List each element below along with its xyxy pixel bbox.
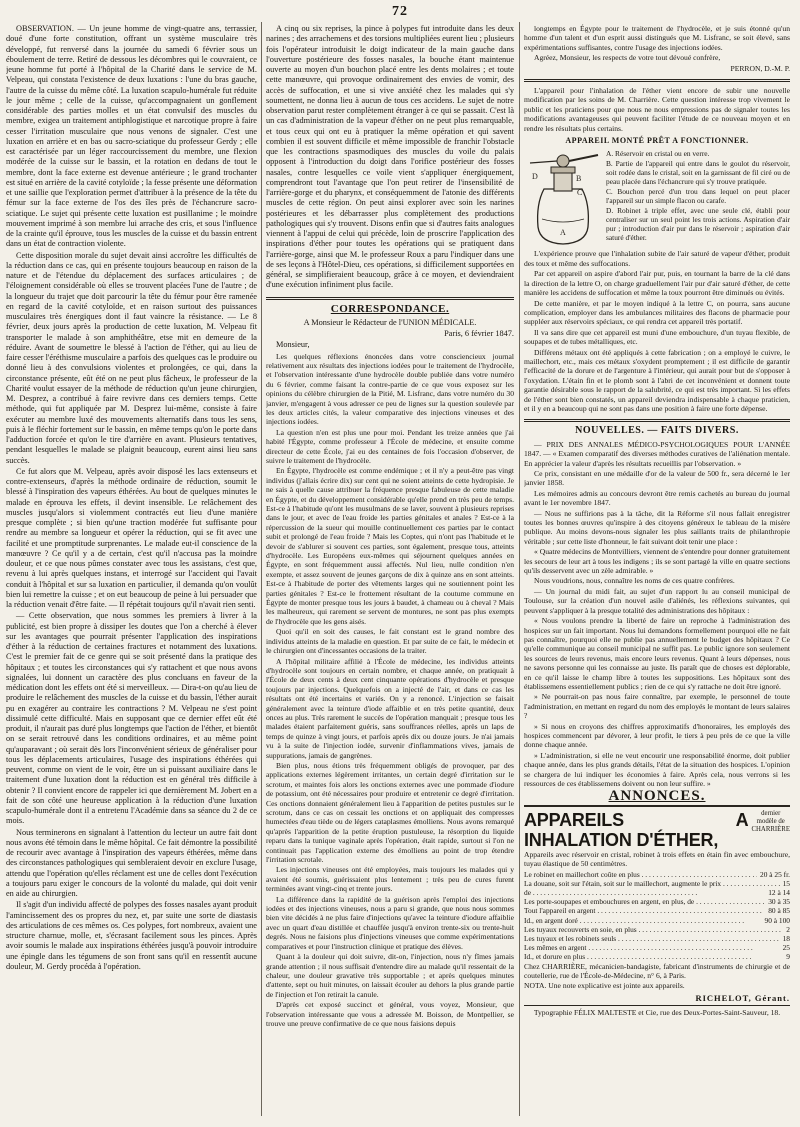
price-row <box>524 870 790 879</box>
letter-paragraph: D'après cet exposé succinct et général, vous voyez, Monsieur, que l'observation intéressante que vous a adressée M. Boisson, de Montpellier, se trouve une preuve confirmative de ce que nous faisions depuis <box>266 1000 514 1028</box>
apparatus-paragraph: Différens métaux ont été appliqués à cette fabrication ; on a employé le cuivre, le maillechort, etc., mais ces métaux s'oxydent promptement ; il est difficile de garantir l'efficacité de la dorure et de l'argenture à l'intérieur, qui aurait pour but de s'opposer à l'oxydation. L'étain fin et le plomb sont à l'abri de cet inconvénient et donnent toute garantie désirable sous le rapport de la salubrité, ce qui est très important. Si les effets de l'éther sont bien constatés, un appareil deviendra indispensable à chaque praticien, et il y en a beaucoup qui ne sont pas dans une position à faire une forte dépense. <box>524 347 790 413</box>
body-paragraph: Nous terminerons en signalant à l'attention du lecteur un autre fait dont nous avons été témoin dans le même hôpital. Ce fait démontre la possibilité de recourir avec avantage à l'inspiration des vapeurs éthérées, même dans des circonstances pathologiques qui sembleraient devoir en exclure l'usage, attendu que l'opération qu'elles réclament est une de celles dont l'exécution a toujours paru exiger le concours de la volonté du malade, qui doit venir en aide au chirurgien. <box>6 827 257 898</box>
letter-body <box>266 352 514 1029</box>
letter-salutation: Monsieur, <box>276 340 310 350</box>
price-label: Id., en argent doré . . . <box>524 916 762 925</box>
price-label: de . . . <box>524 888 765 897</box>
price-row <box>524 906 790 915</box>
news-paragraph: » Ne pourrait-on pas nous faire connaître, par exemple, le personnel de toute l'administration, en mettant en regard du nom des employés le montant de leurs salaires ? <box>524 692 790 721</box>
price-label: Tout l'appareil en argent . . . <box>524 906 765 915</box>
price-row <box>524 916 790 925</box>
printer-line: Typographie FÉLIX MALTESTE et Cie, rue des Deux-Portes-Saint-Sauveur, 18. <box>524 1005 790 1017</box>
price-label: Id., et dorure en plus . . . <box>524 952 783 961</box>
column-1 <box>6 24 257 1116</box>
svg-text:C: C <box>577 188 583 198</box>
letter-signature: PERRON, D.-M. P. <box>730 63 790 73</box>
letter-paragraph: Quoi qu'il en soit des causes, le fait constant est le grand nombre des individus atteints de la maladie en question. Et par suite de ce fait, le médecin et le chirurgien ont d'incessantes occasions de la traiter. <box>266 627 514 656</box>
price-value: 80 à 85 <box>768 906 790 916</box>
apparatus-paragraph: Il va sans dire que cet appareil est muni d'une embouchure, d'un tuyau flexible, de soupapes et de tubes métalliques, etc. <box>524 327 790 347</box>
gerant-signature: RICHELOT, Gérant. <box>695 992 790 1003</box>
apparatus-legend <box>606 149 790 247</box>
legend-item: C. Bouchon percé d'un trou dans lequel on peut placer l'appareil sur un simple flacon ou carafe. <box>606 187 790 206</box>
price-value: 25 <box>782 943 790 953</box>
body-paragraph: Cette disposition morale du sujet devait ainsi accroître les difficultés de la réduction dans ce cas, qui en présente toujours beaucoup en raison de la nature et de l'étendue du déplacement des surfaces articulaires ; de l'éloignement considérable où elles se trouvent placées l'une de l'autre ; de la longueur du trajet que doit parcourir la tête du fémur pour être ramenée en regard de la cavité cotyloïde, et en raison surtout des puissances musculaires très énergiques dont il faut vaincre la résistance. — Le 8 février, deux jours après la production de cette luxation, M. Velpeau fit transporter le malade à son amphithéâtre, etse mit en demeure de la réduire. Avant de soumettre le blessé à l'action de l'éther, qui au lieu de faire cesser l'éréthisme musculaire a parfois des quelques cas le produire ou donné lieu à des convulsions violentes et prolongées, ce qui, dans la circonstance présente, eût été on ne peut plus fâcheux, le professeur de la Charité voulut essayer de la méthode de réduction qu'un jeune chirurgien, M. Desprez, a contribué à faire revivre dans ces derniers temps. Cette méthode, qui fut appliquée par M. Desprez lui-même, consiste à faire exécuter au membre luxé des mouvements alternatifs dans tous les sens, puis à le fléchir fortement sur le bassin, en même temps qu'on le porte dans l'adduction forcée et qu'on le tire d'arrière en avant. Plusieurs tentatives, pendant lesquelles le malade se plaignit beaucoup, eurent ainsi lieu sans succès. <box>6 250 257 465</box>
price-row <box>524 888 790 897</box>
apparatus-heading: APPAREIL MONTÉ PRÊT A FONCTIONNER. <box>565 136 749 146</box>
svg-text:A: A <box>560 228 566 238</box>
body-paragraph: Il s'agit d'un individu affecté de polypes des fosses nasales ayant produit l'amincissement des os propres du nez, et, par suite une sorte de diastasis des articulations de ces mêmes os. Ces polypes, fort nombreux, avaient une structure charnue, molle, et, s'écrasant facilement sous les pinces. Après avoir soumis le malade aux inspirations éthérées jusqu'à pouvoir introduire une épingle dans les tégumens de son front sans qu'il en ressentît aucune douleur, M. Gerdy procéda à l'opération. <box>6 900 257 971</box>
svg-text:D: D <box>532 172 538 182</box>
svg-text:B: B <box>576 174 582 184</box>
price-value: 18 <box>782 934 790 944</box>
price-value: 2 <box>786 924 790 934</box>
ad-header <box>524 810 790 850</box>
price-label: Les porte-soupapes et embouchures en argent, en plus, de . . . <box>524 897 765 906</box>
price-label: Les tuyaux et les robinets seuls . . . <box>524 934 780 943</box>
apparatus-paragraph: De cette manière, et par le moyen indiqué à la lettre C, on pourra, sans aucune complication, employer dans les ambulances militaires des flacons de pharmacie pour suppléer aux réservoirs spéciaux, ce qui rendra cet appareil très portatif. <box>524 298 790 327</box>
news-paragraph: Nous voudrions, nous, connaître les noms de ces quatre confrères. <box>534 576 735 586</box>
price-value: 9 <box>786 952 790 962</box>
price-row <box>524 943 790 952</box>
letter-paragraph: La différence dans la rapidité de la guérison après l'emploi des injections iodées et des injections vineuses, nous a paru si grande, que nous nous sommes bien vite décidés à ne plus faire d'injections qu'avec la teinture d'iodure affaiblie avec un quart d'eau distillée et chauffée jusqu'à environ trente-six ou trente-huit degrés. Nous ne faisions plus d'injections vineuses que comme expérimentations comparatives et pour l'instruction clinique et pratique des élèves. <box>266 894 514 951</box>
letter-paragraph: Quant à la douleur qui doit suivre, dit-on, l'injection, nous n'y fîmes jamais grande attention ; il nous suffisait d'entendre dire au malade qu'il ressentait de la chaleur, une douleur gravative très supportable ; et après quelques minutes d'attente, sept ou huit minutes, on laissait écouler au dehors la plus grande partie de l'injection et l'on retirait la canule. <box>266 952 514 999</box>
column-2 <box>266 24 514 1116</box>
price-row <box>524 952 790 961</box>
letter-paragraph: Les injections vineuses ont été employées, mais toujours les malades qui y avaient été soumis, guérissaient plus lentement ; très peu de cures furent terminées avant vingt-cinq et trente jours. <box>266 865 514 894</box>
price-label: La douane, soit sur l'étain, soit sur le maillechort, augmente le prix . . . <box>524 879 780 888</box>
column-rule-1 <box>261 22 262 1116</box>
price-label: Les tuyaux recouverts en soie, en plus . . . <box>524 925 783 934</box>
price-value: 12 à 14 <box>768 888 790 898</box>
observation-paragraph: OBSERVATION. — Un jeune homme de vingt-quatre ans, terrassier, doué d'une forte constitution, offrant un système musculaire très développé, fut renversé dans la journée du samedi 6 février sous un éboulement de terre. Retiré de dessous les décombres qui le couvraient, ce jeune homme fut porté à l'hôpital de la Charité dans le service de M. Velpeau, qui constata l'existence de deux luxations : l'une du bras gauche, l'autre de la cuisse du même côté. La luxation scapulo-humérale fut réduite le jour même ; celle de la cuisse, qu'accompagnaient un gonflement considérable des parties molles et un état convulsif des muscles du membre, exigea un traitement antiphlogistique et narcotique propre à faire cesser l'irritation musculaire que nous venons de signaler. C'est une luxation en arrière et en bas ou sacro-sciatique du professeur Gerdy ; elle est caractérisée par un léger raccourcissement du membre, une flexion modérée de la cuisse sur le bassin, et la rotation en dedans de tout le membre, dont la face externe est devenue antérieure ; le grand trochanter est situé en arrière de la cavité cotyloïde ; la fesse présente une déformation et une saillie que l'exploration permet d'attribuer à la présence de la tête du fémur sur la face externe de l'os des îles près de l'échancrure sacro-sciatique. Le sujet qui présente cette luxation est pusillanime ; le moindre mouvement imprimé à son membre lui arrache des cris, et sous l'influence de la crainte qu'il éprouve, tous les muscles de la cuisse et du bassin entrent dans un état de contraction violente. <box>6 24 257 249</box>
annonces-heading: ANNONCES. <box>608 788 706 805</box>
letter-date: Paris, 6 février 1847. <box>444 329 514 338</box>
letter-paragraph: Bien plus, nous étions très fréquemment obligés de provoquer, par des applications externes légèrement irritantes, un certain degré d'irritation sur le scrotum, et maintes fois alors les onctions externes avec une pommade d'iodure de potassium, ont été nécessaires pour produire et entretenir ce degré d'irritation. Ces onctions donnaient généralement lieu à l'apparition de petites pustules sur le scrotum, dans ce cas on cessait les onctions et on appliquait des compresses humectées d'eau tiède ou de légers cataplasmes émolliens. Nous avons remarqué qu'après l'apparition de la petite éruption pustuleuse, la résorption du liquide reparu dans la tunique vaginale après l'opération, était rapide, surtout si l'on ne continuait pas l'application externe des émolliens au point de trop étendre l'irritation scrotale. <box>266 760 514 865</box>
letter-paragraph: En Égypte, l'hydrocèle est comme endémique ; et il n'y a peut-être pas vingt individus (j'allais écrire dix) sur cent qui ne soient atteints de cette hydropisie. Je ne sais à quelle cause attribuer la fréquence presque fabuleuse de cette maladie en Égypte, et du développement considérable qu'elle prend en très peu de temps. Est-ce à l'habitude qu'ont les musulmans de se laver, souvent à plusieurs reprises dans le jour, et avec de l'eau froide les parties génitales et anales ? Est-ce à la répercussion de la sueur qui mouille continuellement ces parties par le contact subit et prolongé de l'eau froide ? Mais les Coptes, qui n'ont pas l'habitude et le devoir de s'ablurer si souvent ces parties, sont également, presque tous, atteints d'hydrocèle. Les Européens eux-mêmes qui séjournent quelques années en Égypte, en sont fréquemment aussi affectés. Nul lieu, nulle condition n'en exempte, et assez souvent de jeunes garçons de dix à quinze ans en sont atteints. Est-ce à l'habitude de porter des vêtements larges qui ne soutiennent point les parties génitales ? Est-ce le frottement résultant de la coutume commune en Égypte de monter presque tous les jours à baudet, à chameau ou à cheval ? Mais les malheureux, qui rarement se servent de montures, ne sont pas plus exempts de l'hydrocèle que les gens aisés. <box>266 466 514 626</box>
news-paragraph: — Un journal du midi fait, au sujet d'un rapport lu au conseil municipal de Toulouse, sur la création d'un nouvel asile d'aliénés, les réflexions suivantes, qui peuvent s'appliquer à la presque totalité des administrations des hôpitaux : <box>524 586 790 615</box>
advertisement <box>524 805 790 1018</box>
news-paragraph: » Si nous en croyons des chiffres approximatifs d'honoraires, les employés des hospices commencent par dévorer, à leur profit, le tiers à peu près de ce que la ville donne chaque année. <box>524 721 790 750</box>
price-row <box>524 925 790 934</box>
price-label: Le robinet en maillechort coûte en plus . . . <box>524 870 757 879</box>
price-value: 30 à 35 <box>768 897 790 907</box>
ad-model-note: dernier modèle de CHARRIÈRE <box>751 809 790 833</box>
page-number: 72 <box>392 4 408 19</box>
column-3 <box>524 24 790 1116</box>
price-row <box>524 897 790 906</box>
letter-continuation: longtemps en Égypte pour le traitement de l'hydrocèle, et je suis étonné qu'un homme d'un talent et d'un esprit aussi distingués que M. Lisfranc, se soit élevé, sans expérimentations suffisantes, contre l'usage des injections iodées. <box>524 24 790 52</box>
letter-closing: Agréez, Monsieur, les respects de votre tout dévoué confrère, <box>534 53 721 63</box>
column-rule-2 <box>519 22 520 1116</box>
inhaler-apparatus-illustration <box>524 149 602 247</box>
price-value: 90 à 100 <box>764 915 790 925</box>
section-divider <box>266 297 514 300</box>
correspondance-heading: CORRESPONDANCE. <box>330 302 450 315</box>
news-paragraph: Les mémoires admis au concours devront être remis cachetés au bureau du journal avant le 1er novembre 1847. <box>524 488 790 508</box>
price-row <box>524 879 790 888</box>
news-paragraph: — PRIX DES ANNALES MÉDICO-PSYCHOLOGIQUES POUR L'ANNÉE 1847. — « Examen comparatif des diverses méthodes curatives de l'aliénation mentale. En apprécier la valeur d'après les résultats recueillis par l'observation. » <box>524 439 790 468</box>
apparatus-paragraph: Par cet appareil on aspire d'abord l'air pur, puis, en tournant la barre de la clé dans la direction de la lettre O, on charge graduellement l'air pur d'air saturé d'éther, de cette manière les accidens de suffocation et même la toux pourront être diminués ou évités. <box>524 269 790 298</box>
news-heading: NOUVELLES. — FAITS DIVERS. <box>575 425 739 437</box>
ad-title: APPAREILS A INHALATION D'ÉTHER, <box>524 809 749 850</box>
news-paragraph: Ce prix, consistant en une médaille d'or de la valeur de 500 fr., sera décerné le 1er janvier 1858. <box>524 469 790 488</box>
news-paragraph: « Nous voulons prendre la liberté de faire un reproche à l'administration des hospices sur un fait important. Nous lui demandons formellement pourquoi elle ne fait pas connaître, pourquoi elle ne publie pas annuellement le budget des hôpitaux ? Ce qu'elle communique au conseil municipal ne suffit pas. Le public ignore son seulement les sources de leurs revenus, mais encore leurs revenus. Quant à leurs dépenses, nous ne savons personne qui les connaisse au juste. Ils paraît que de choses est déplorable, en ce qu'il laisse le champ libre à toutes les suppositions. Les hôpitaux sont des établissemens essentiellement publics ; rien de ce qui s'y rattache ne doit être ignoré. <box>524 616 790 691</box>
apparatus-paragraph: L'expérience prouve que l'inhalation subite de l'air saturé de vapeur d'éther, produit des toux et même des suffocations. <box>524 249 790 268</box>
news-paragraph: — Nous ne suffirions pas à la tâche, dit la Réforme s'il nous fallait enregistrer toutes les bonnes œuvres qu'inspire à des citoyens généreux le tableau de la misère publique. Au moins devons-nous signaler les plus saillants traits de philanthropie véritable ; sur cette liste d'honneur, le fait suivant doit tenir une place : <box>524 508 790 546</box>
apparatus-figure <box>524 149 790 247</box>
ad-footer: Chez CHARRIÈRE, mécanicien-bandagiste, fabricant d'instruments de chirurgie et de coutellerie, rue de l'École-de-Médecine, n° 6, à Paris. <box>524 961 790 981</box>
ad-nota: NOTA. Une note explicative est jointe aux appareils. <box>524 981 685 991</box>
legend-item: D. Robinet à triple effet, avec une seule clé, établi pour centraliser sur un seul point les trois actions. Aspiration d'air pur ; introduction d'air pur dans le réservoir ; aspiration d'air saturé d'éther. <box>606 206 790 243</box>
apparatus-intro: L'appareil pour l'inhalation de l'éther vient encore de subir une nouvelle modification par les soins de M. Charrière. Cette question intéresse trop vivement le public et les praticiens pour que nous ne nous empressions pas de signaler toutes les modifications avantageuses qui peuvent faciliter l'étude de ce nouveau moyen et en rendre les résultats plus certains. <box>524 86 790 133</box>
ad-intro: Appareils avec réservoir en cristal, robinet à trois effets en étain fin avec embouchure, tuyau élastique de 50 centimètres. <box>524 849 790 869</box>
letter-paragraph: Les quelques réflexions énoncées dans votre consciencieux journal relativement aux résultats des injections iodées pour le traitement de l'hydrocèle, et l'observation intéressante d'une hydrocèle double publiée dans votre numéro du 6 février, comme faisant la contre-partie de ce que vous exposez sur les opinions du célèbre chirurgien de la Pitié, M. Lisfranc, dans votre numéro du 30 janvier, m'engagent à vous adresser ce peu de lignes sur la question soulevée par les deux articles cités, la valeur comparative des injections vineuses et des injections iodées. <box>266 351 514 427</box>
price-value: 20 à 25 fr. <box>760 869 790 879</box>
price-label: Les mêmes en argent . . . <box>524 943 780 952</box>
news-paragraph: » L'administration, si elle ne veut encourir une responsabilité énorme, doit publier chaque année, dans les plus grands détails, l'état de la situation des hospices. L'opinion se chargera de lui indiquer les économies à faire. Après cela, nous verrons si les ressources de ces établissemens doivent ou non leur suffire. » <box>524 750 790 788</box>
letter-address: A Monsieur le Rédacteur de l'UNION MÉDICALE. <box>303 317 477 327</box>
price-row <box>524 934 790 943</box>
news-paragraph: « Quatre médecins de Montvilliers, viennent de s'entendre pour donner gratuitement les secours de leur art à tous les indigens ; ils se sont partagé la ville en quatre sections qu'ils desservent avec un zèle admirable. » <box>524 547 790 576</box>
body-paragraph: — Cette observation, que nous sommes les premiers à livrer à la publicité, est bien propre à dissiper les doutes que l'on a cherché à élever sur les avantages que pourrait présenter l'application des inspirations d'éther à la réduction de certaines fractures et notamment des luxations. C'est le premier fait de ce genre qui se soit présenté dans la pratique des hôpitaux ; et toutes les circonstances qui s'y rattachent et que nous avons signalées, lui donnent un caractère des plus concluans en faveur de la médication dont les effets ont été si merveilleux. — Dira-t-on qu'au lieu de produire le relâchement des muscles de la cuisse et du bassin, l'éther aurait pu en exagérer au contraire les contractions ? M. Velpeau ne s'est point dissimulé cette difficulté. Mais en supposant que ce dernier effet eût été produit, il n'aurait pas duré plus longtemps que l'action de l'éther, et bientôt on se serait retrouvé dans les conditions ordinaires, et au même point qu'auparavant ; où serait dès lors l'inconvénient sérieux de généraliser pour tous les déplacements articulaires, l'usage des inspirations éthérées qui peuvent, comme on vient de le voir, être un si puissant auxiliaire dans le traitement d'une luxation dont la réduction est en général très difficile à obtenir ? Il convient encore de rappeler ici que dernièrement M. Jobert en a fait de son côté une heureuse application à la réduction d'une luxation scapulo-humérale dont il a entretenu l'Académie dans sa séance du 2 de ce mois. <box>6 611 257 826</box>
body-paragraph: Ce fut alors que M. Velpeau, après avoir disposé les lacs extenseurs et contre-extenseurs, d'après la méthode ordinaire de réduction, soumit le blessé à l'inspiration des vapeurs éthérées. Au bout de quelques minutes le malade en éprouva les effets, il devint insensible. Le relâchement des muscles jusqu'alors si violemment contractés eut lieu d'une manière presque complète ; si bien qu'une traction modérée fut suffisante pour rendre au membre sa longueur et opérer la réduction, qui se fit avec une facilité et une promptitude surprenantes. Le malade eut-il conscience de la manœuvre ? Ce qu'il y a de certain, c'est qu'il n'accusa pas la moindre douleur, et ce que nous pûmes constater avec tous les assistans, c'est que, revenu à lui après quelques instans, et interrogé sur l'accident qui l'avait conduit à l'hôpital et sur sa luxation en particulier, il demanda qu'on voulût bien lui remettre la cuisse ; et on eut beaucoup de peine à lui persuader que la réduction venait d'être faite. — Il répétait toujours qu'il n'avait rien senti. <box>6 466 257 609</box>
price-value: 15 <box>782 878 790 888</box>
letter-paragraph: A l'hôpital militaire affilié à l'École de médecine, les individus atteints d'hydrocèle sont toujours en certain nombre, et chaque année, on pratiquait à l'École de deux cents à deux cent cinquante opérations d'hydrocèle et presque toujours par injections. Quelquefois on a injecté de l'air, et dans ce cas les résultats ont été incertains et variés. On y a renoncé. L'injection se faisait généralement avec la teinture d'iode affaiblie et en très petite quantité, deux onces au plus. Très rarement le succès de l'opération manquait ; presque tous les malades étaient parfaitement guéris, sans souffrances réelles, après un laps de temps de quinze à vingt jours, et parfois après dix ou douze jours. Je n'ai jamais vu à la suite de l'injection iodée, survenir d'inflammations vives, jamais de suppurations, jamais de gangrènes. <box>266 656 514 760</box>
section-divider <box>524 79 790 82</box>
legend-item: B. Partie de l'appareil qui entre dans le goulot du réservoir, soit rodée dans le cristal, soit en la garnissant de fil ciré ou de peau placée dans l'échancrure qui s'y trouve pratiquée. <box>606 159 790 187</box>
legend-item: A. Réservoir en cristal ou en verre. <box>606 149 710 159</box>
body-paragraph: A cinq ou six reprises, la pince à polypes fut introduite dans les deux narines ; des arrachemens et des torsions multipliées eurent lieu ; plusieurs fois l'opérateur introduisit le doigt indicateur de la main gauche dans l'ouverture postérieure des fosses nasales, la bouche étant maintenue ouverte au moyen d'un bouchon placé entre les dents molaires ; et toute cette manœuvre, qui provoque ordinairement des envies de vomir, des accès de suffocation, et une si vive anxiété chez les malades qui s'y soumettent, ne donna lieu à aucun de tous ces accidens. Le sujet de notre observation parut rester complètement étranger à ce qui se passait. C'est là un cas d'administration de la vapeur d'éther on ne peut plus remarquable, et tous ceux qui ont eu à pratiquer la même opération et qui savent combien il est souvent difficile et même impossible de franchir l'obstacle que les contractions spasmodiques des muscles du voile du palais opposent à l'introduction du doigt dans l'orifice postérieur des fosses nasales, contre lesquelles ce voile vient s'appliquer énergiquement, comprendront tout l'avantage que l'on peut retirer de l'insensibilité de l'arrière-gorge et du pharynx, et conséquemment de l'atonie des différents muscles de cette région. On peut ainsi explorer avec soin les narines postérieures et les débarrasser plus complètement des productions pathologiques qui s'y trouvent. Disons enfin que si d'autres faits analogues viennent à l'appui de celui qui précède, loin de proscrire l'application des inspirations d'éther pour toutes les opérations qui se pratiquent dans l'arrière-gorge, ainsi que M. le professeur Roux a paru l'indiquer dans une de ses leçons à l'Hôtel-Dieu, ces opérations, si difficilement supportées en général, se simplifieraient beaucoup, grâce à ce moyen, et deviendraient d'une exécution infiniment plus facile. <box>266 24 514 290</box>
letter-paragraph: La question n'en est plus une pour moi. Pendant les treize années que j'ai habité l'Égypte, comme professeur à l'École de médecine, et ensuite comme directeur de cette École, j'ai eu des centaines de fois l'occasion d'observer, de suivre le traitement de l'hydrocèle. <box>266 427 514 465</box>
section-divider <box>524 419 790 422</box>
